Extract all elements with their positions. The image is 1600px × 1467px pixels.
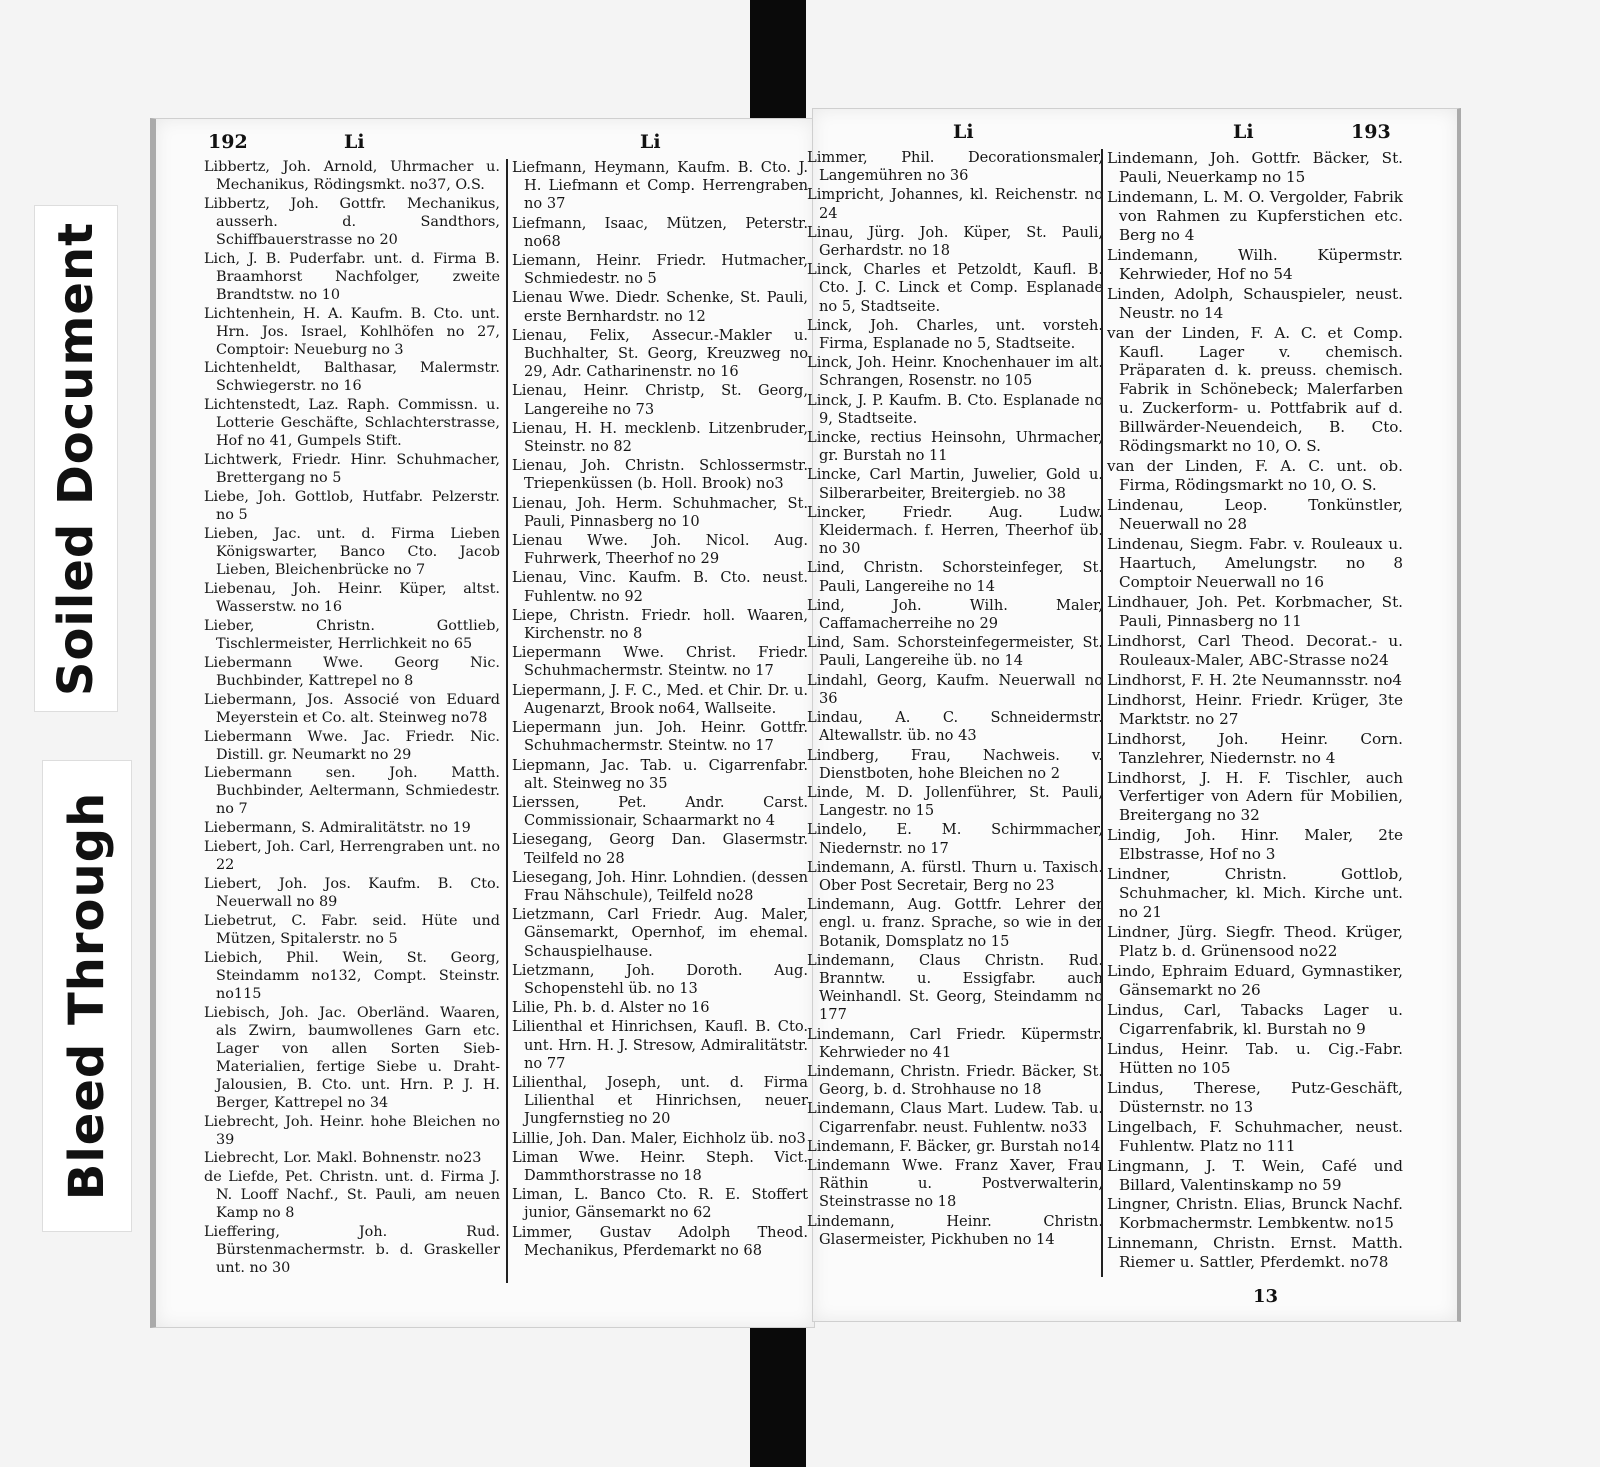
directory-entry: Liebisch, Joh. Jac. Oberländ. Waaren, als Zwirn, baumwollenes Garn etc. Lager von allen Sorten Sieb-Materialien, fertige Siebe u. Draht-Jalousien, B. Cto. unt. Hrn. P. J. H. Berger, Kattrepel no 34 [204, 1004, 500, 1111]
directory-entry: Libbertz, Joh. Arnold, Uhrmacher u. Mechanikus, Rödingsmkt. no37, O.S. [204, 159, 500, 193]
directory-entry: Lingmann, J. T. Wein, Café und Billard, Valentinskamp no 59 [1107, 1156, 1403, 1194]
directory-entry: Lindhorst, Heinr. Friedr. Krüger, 3te Marktstr. no 27 [1107, 690, 1403, 728]
directory-entry: Lindemann, A. fürstl. Thurn u. Taxisch. Ober Post Secretair, Berg no 23 [807, 858, 1103, 894]
directory-entry: de Liefde, Pet. Christn. unt. d. Firma J. N. Looff Nachf., St. Pauli, am neuen Kamp no 8 [204, 1169, 500, 1222]
directory-entry: Lindhorst, Carl Theod. Decorat.- u. Rouleaux-Maler, ABC-Strasse no24 [1107, 631, 1403, 669]
directory-entry: Lindemann Wwe. Franz Xaver, Frau Räthin u. Postverwalterin, Steinstrasse no 18 [807, 1156, 1103, 1211]
directory-entry: Lindus, Heinr. Tab. u. Cig.-Fabr. Hütten no 105 [1107, 1039, 1403, 1077]
directory-entry: Liebrecht, Lor. Makl. Bohnenstr. no23 [204, 1150, 482, 1167]
directory-entry: Lindig, Joh. Hinr. Maler, 2te Elbstrasse, Hof no 3 [1107, 826, 1403, 864]
running-head: Li [1233, 121, 1254, 143]
directory-entry: Lincke, rectius Heinsohn, Uhrmacher, gr. Burstah no 11 [807, 429, 1103, 465]
directory-entry: Lincker, Friedr. Aug. Ludw. Kleidermach. f. Herren, Theerhof üb. no 30 [807, 503, 1103, 558]
directory-entry: Lieffering, Joh. Rud. Bürstenmachermstr. b. d. Graskeller unt. no 30 [204, 1224, 500, 1277]
directory-entry: Liebermann Wwe. Georg Nic. Buchbinder, Kattrepel no 8 [204, 654, 500, 689]
directory-entry: Lindemann, Aug. Gottfr. Lehrer der engl. u. franz. Sprache, so wie in der Botanik, Domsplatz no 15 [807, 896, 1103, 950]
directory-entry: Lingelbach, F. Schuhmacher, neust. Fuhlentw. Platz no 111 [1107, 1117, 1403, 1155]
directory-column [204, 159, 500, 1283]
directory-entry: Lilienthal, Joseph, unt. d. Firma Lilienthal et Hinrichsen, neuer Jungfernstieg no 20 [512, 1073, 808, 1128]
directory-column [807, 149, 1103, 1277]
directory-entry: Lindemann, Heinr. Christn. Glasermeister, Pickhuben no 14 [807, 1212, 1103, 1248]
directory-entry: Liepermann jun. Joh. Heinr. Gottfr. Schuhmachermstr. Steintw. no 17 [512, 719, 808, 755]
directory-entry: Lindau, A. C. Schneidermstr. Altewallstr. üb. no 43 [807, 709, 1103, 745]
directory-entry: Liefmann, Heymann, Kaufm. B. Cto. J. H. Liefmann et Comp. Herrengraben no 37 [512, 159, 808, 213]
directory-entry: Lienau, Joh. Christn. Schlossermstr. Triepenküssen (b. Holl. Brook) no3 [512, 457, 808, 493]
directory-entry: Lindner, Jürg. Siegfr. Theod. Krüger, Platz b. d. Grünensood no22 [1107, 923, 1403, 961]
directory-column [1101, 149, 1403, 1277]
directory-entry: Lichtenheldt, Balthasar, Malermstr. Schwiegerstr. no 16 [204, 360, 500, 395]
bleed-through-text: Bleed Through [59, 791, 116, 1201]
directory-entry: Linde, M. D. Jollenführer, St. Pauli, Langestr. no 15 [807, 783, 1103, 820]
running-head: Li [953, 121, 974, 143]
directory-entry: Linck, Joh. Heinr. Knochenhauer im alt. Schrangen, Rosenstr. no 105 [807, 354, 1103, 390]
page-number: 193 [1351, 121, 1391, 143]
directory-entry: Lind, Joh. Wilh. Maler, Caffamacherreihe no 29 [807, 596, 1103, 633]
directory-entry: Limpricht, Johannes, kl. Reichenstr. no 24 [807, 186, 1103, 222]
directory-entry: Liepermann, J. F. C., Med. et Chir. Dr. u. Augenarzt, Brook no64, Wallseite. [512, 681, 808, 717]
directory-entry: Lilienthal et Hinrichsen, Kaufl. B. Cto. unt. Hrn. H. J. Stresow, Admiralitätstr. no 77 [512, 1018, 808, 1072]
directory-entry: Lienau, H. H. mecklenb. Litzenbruder, Steinstr. no 82 [512, 419, 808, 456]
signature-mark: 13 [1253, 1286, 1279, 1307]
directory-entry: Lindner, Christn. Gottlob, Schuhmacher, kl. Mich. Kirche unt. no 21 [1107, 865, 1403, 922]
directory-entry: Lilie, Ph. b. d. Alster no 16 [512, 999, 710, 1017]
directory-entry: Lindus, Therese, Putz-Geschäft, Düsternstr. no 13 [1107, 1078, 1403, 1116]
directory-entry: Lind, Sam. Schorsteinfegermeister, St. Pauli, Langereihe üb. no 14 [807, 634, 1103, 670]
directory-entry: Lingner, Christn. Elias, Brunck Nachf. Korbmachermstr. Lembkentw. no15 [1107, 1195, 1403, 1233]
directory-entry: Liesegang, Joh. Hinr. Lohndien. (dessen Frau Nähschule), Teilfeld no28 [512, 868, 808, 904]
left-page-header [156, 125, 814, 161]
directory-entry: Lich, J. B. Puderfabr. unt. d. Firma B. Braamhorst Nachfolger, zweite Brandtstw. no 10 [204, 250, 500, 303]
directory-entry: Limmer, Gustav Adolph Theod. Mechanikus, Pferdemarkt no 68 [512, 1223, 808, 1259]
directory-entry: van der Linden, F. A. C. unt. ob. Firma, Rödingsmarkt no 10, O. S. [1107, 457, 1403, 495]
directory-entry: Lindenau, Leop. Tonkünstler, Neuerwall no 28 [1107, 496, 1403, 534]
directory-entry: Liebert, Joh. Jos. Kaufm. B. Cto. Neuerwall no 89 [204, 876, 500, 911]
left-page [150, 118, 815, 1328]
directory-entry: van der Linden, F. A. C. et Comp. Kaufl. Lager v. chemisch. Präparaten d. k. preuss. chemisch. Fabrik in Schönebeck; Malerfarben u. Zuckerform- u. Pottfabrik auf d. Billwärder-Neuendeich, B. Cto. Rödingsmarkt no 10, O. S. [1107, 323, 1403, 456]
soiled-document-text: Soiled Document [48, 221, 104, 696]
directory-entry: Lienau, Felix, Assecur.-Makler u. Buchhalter, St. Georg, Kreuzweg no 29, Adr. Catharinenstr. no 16 [512, 326, 808, 381]
bleed-through-label [42, 760, 132, 1232]
directory-entry: Lindhauer, Joh. Pet. Korbmacher, St. Pauli, Pinnasberg no 11 [1107, 592, 1403, 630]
directory-column [506, 159, 808, 1283]
directory-entry: Lindemann, Claus Christn. Rud. Branntw. u. Essigfabr. auch Weinhandl. St. Georg, Steindamm no 177 [807, 951, 1103, 1024]
directory-entry: Lindemann, L. M. O. Vergolder, Fabrik von Rahmen zu Kupferstichen etc. Berg no 4 [1107, 187, 1403, 244]
directory-entry: Liepermann Wwe. Christ. Friedr. Schuhmachermstr. Steintw. no 17 [512, 644, 808, 680]
directory-entry: Lienau Wwe. Diedr. Schenke, St. Pauli, erste Bernhardstr. no 12 [512, 289, 808, 325]
directory-entry: Lieben, Jac. unt. d. Firma Lieben Königswarter, Banco Cto. Jacob Lieben, Bleichenbrücke no 7 [204, 526, 500, 578]
directory-entry: Liebetrut, C. Fabr. seid. Hüte und Mützen, Spitalerstr. no 5 [204, 913, 500, 948]
directory-entry: Lindenau, Siegm. Fabr. v. Rouleaux u. Haartuch, Amelungstr. no 8 Comptoir Neuerwall no 16 [1107, 535, 1403, 591]
directory-entry: Lichtwerk, Friedr. Hinr. Schuhmacher, Brettergang no 5 [204, 452, 500, 487]
directory-entry: Liebermann sen. Joh. Matth. Buchbinder, Aeltermann, Schmiedestr. no 7 [204, 765, 500, 818]
directory-entry: Lincke, Carl Martin, Juwelier, Gold u. Silberarbeiter, Breitergieb. no 38 [807, 466, 1103, 502]
directory-entry: Lieber, Christn. Gottlieb, Tischlermeister, Herrlichkeit no 65 [204, 617, 500, 652]
directory-entry: Liebrecht, Joh. Heinr. hohe Bleichen no 39 [204, 1113, 500, 1148]
directory-entry: Lindberg, Frau, Nachweis. v. Dienstboten, hohe Bleichen no 2 [807, 746, 1103, 782]
directory-entry: Liebert, Joh. Carl, Herrengraben unt. no 22 [204, 839, 500, 874]
directory-entry: Liebenau, Joh. Heinr. Küper, altst. Wasserstw. no 16 [204, 580, 500, 615]
directory-entry: Lindhorst, F. H. 2te Neumannsstr. no4 [1107, 670, 1403, 689]
directory-entry: Lienau, Vinc. Kaufm. B. Cto. neust. Fuhlentw. no 92 [512, 569, 808, 605]
directory-entry: Lindemann, Wilh. Küpermstr. Kehrwieder, Hof no 54 [1107, 245, 1403, 283]
directory-entry: Lindus, Carl, Tabacks Lager u. Cigarrenfabrik, kl. Burstah no 9 [1107, 1000, 1403, 1038]
directory-entry: Lienau, Joh. Herm. Schuhmacher, St. Pauli, Pinnasberg no 10 [512, 494, 808, 530]
running-head: Li [344, 131, 365, 153]
directory-entry: Lietzmann, Joh. Doroth. Aug. Schopenstehl üb. no 13 [512, 961, 808, 997]
directory-entry: Lichtenstedt, Laz. Raph. Commissn. u. Lotterie Geschäfte, Schlachterstrasse, Hof no 41, Gumpels Stift. [204, 397, 500, 450]
right-page-header [813, 115, 1457, 151]
directory-entry: Liemann, Heinr. Friedr. Hutmacher, Schmiedestr. no 5 [512, 252, 808, 288]
directory-entry: Lierssen, Pet. Andr. Carst. Commissionair, Schaarmarkt no 4 [512, 793, 808, 830]
directory-entry: Lienau, Heinr. Christp, St. Georg, Langereihe no 73 [512, 382, 808, 418]
directory-entry: Lindhorst, Joh. Heinr. Corn. Tanzlehrer, Niedernstr. no 4 [1107, 729, 1403, 767]
soiled-document-label [34, 205, 118, 712]
directory-entry: Limmer, Phil. Decorationsmaler, Langemühren no 36 [807, 149, 1103, 185]
directory-entry: Lindelo, E. M. Schirmmacher, Niedernstr. no 17 [807, 821, 1103, 857]
directory-entry: Lindemann, Claus Mart. Ludew. Tab. u. Cigarrenfabr. neust. Fuhlentw. no33 [807, 1100, 1103, 1136]
directory-entry: Liebermann Wwe. Jac. Friedr. Nic. Distill. gr. Neumarkt no 29 [204, 728, 500, 763]
directory-entry: Lindhorst, J. H. F. Tischler, auch Verfertiger von Adern für Mobilien, Breitergang no 32 [1107, 768, 1403, 825]
directory-entry: Linck, Charles et Petzoldt, Kaufl. B. Cto. J. C. Linck et Comp. Esplanade no 5, Stadtseite. [807, 261, 1103, 315]
directory-entry: Linck, Joh. Charles, unt. vorsteh. Firma, Esplanade no 5, Stadtseite. [807, 316, 1103, 353]
directory-entry: Lindo, Ephraim Eduard, Gymnastiker, Gänsemarkt no 26 [1107, 962, 1403, 999]
directory-entry: Lindahl, Georg, Kaufm. Neuerwall no 36 [807, 671, 1103, 707]
directory-entry: Linnemann, Christn. Ernst. Matth. Riemer u. Sattler, Pferdemkt. no78 [1107, 1234, 1403, 1272]
directory-entry: Lindemann, F. Bäcker, gr. Burstah no14 [807, 1137, 1101, 1155]
directory-entry: Liepe, Christn. Friedr. holl. Waaren, Kirchenstr. no 8 [512, 606, 808, 643]
directory-entry: Linck, J. P. Kaufm. B. Cto. Esplanade no 9, Stadtseite. [807, 391, 1103, 427]
right-page [807, 108, 1461, 1322]
directory-entry: Lietzmann, Carl Friedr. Aug. Maler, Gänsemarkt, Opernhof, im ehemal. Schauspielhause. [512, 906, 808, 960]
directory-entry: Lindemann, Carl Friedr. Küpermstr. Kehrwieder no 41 [807, 1025, 1103, 1061]
directory-entry: Lienau Wwe. Joh. Nicol. Aug. Fuhrwerk, Theerhof no 29 [512, 532, 808, 568]
directory-entry: Lindemann, Christn. Friedr. Bäcker, St. Georg, b. d. Strohhause no 18 [807, 1062, 1103, 1099]
directory-entry: Lind, Christn. Schorsteinfeger, St. Pauli, Langereihe no 14 [807, 559, 1103, 595]
running-head: Li [640, 131, 661, 153]
directory-entry: Liman, L. Banco Cto. R. E. Stoffert junior, Gänsemarkt no 62 [512, 1186, 808, 1222]
directory-entry: Lichtenhein, H. A. Kaufm. B. Cto. unt. Hrn. Jos. Israel, Kohlhöfen no 27, Comptoir: Neueburg no 3 [204, 305, 500, 358]
directory-entry: Liebich, Phil. Wein, St. Georg, Steindamm no132, Compt. Steinstr. no115 [204, 949, 500, 1002]
directory-entry: Liesegang, Georg Dan. Glasermstr. Teilfeld no 28 [512, 831, 808, 867]
directory-entry: Libbertz, Joh. Gottfr. Mechanikus, ausserh. d. Sandthors, Schiffbauerstrasse no 20 [204, 195, 500, 248]
directory-entry: Liepmann, Jac. Tab. u. Cigarrenfabr. alt. Steinweg no 35 [512, 756, 808, 792]
directory-entry: Liman Wwe. Heinr. Steph. Vict. Dammthorstrasse no 18 [512, 1148, 808, 1184]
directory-entry: Liefmann, Isaac, Mützen, Peterstr. no68 [512, 214, 808, 250]
directory-entry: Linau, Jürg. Joh. Küper, St. Pauli, Gerhardstr. no 18 [807, 223, 1103, 260]
directory-entry: Liebe, Joh. Gottlob, Hutfabr. Pelzerstr. no 5 [204, 489, 500, 524]
directory-entry: Lindemann, Joh. Gottfr. Bäcker, St. Pauli, Neuerkamp no 15 [1107, 149, 1403, 186]
directory-entry: Liebermann, S. Admiralitätstr. no 19 [204, 820, 471, 837]
page-number: 192 [208, 131, 248, 153]
directory-entry: Liebermann, Jos. Associé von Eduard Meyerstein et Co. alt. Steinweg no78 [204, 691, 500, 726]
directory-entry: Linden, Adolph, Schauspieler, neust. Neustr. no 14 [1107, 284, 1403, 322]
directory-entry: Lillie, Joh. Dan. Maler, Eichholz üb. no3 [512, 1129, 806, 1147]
